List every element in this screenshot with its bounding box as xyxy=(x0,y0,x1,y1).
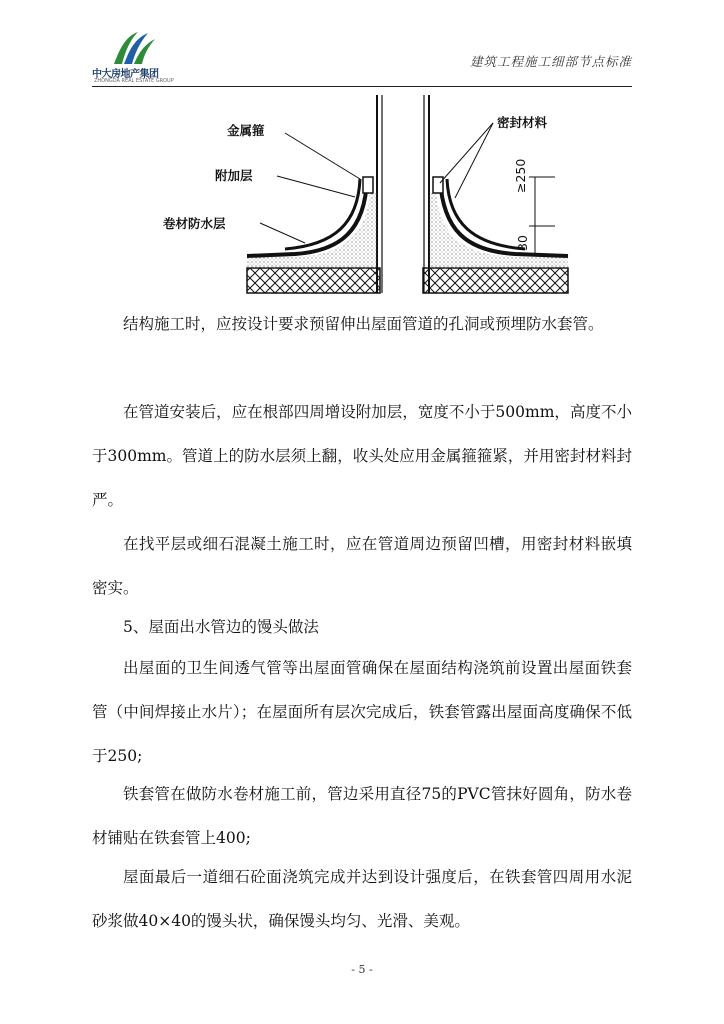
page-number: - 5 - xyxy=(351,963,373,976)
page-header xyxy=(92,30,632,88)
dimension-250: ≥250 xyxy=(513,158,528,193)
header-divider xyxy=(92,86,632,87)
label-additional-layer: 附加层 xyxy=(215,168,253,183)
label-metal-hoop: 金属箍 xyxy=(227,123,265,138)
paragraph-4: 出屋面的卫生间透气管等出屋面管确保在屋面结构浇筑前设置出屋面铁套管（中间焊接止水片）；在屋面所有层次完成后，铁套管露出屋面高度确保不低于250; xyxy=(92,659,632,765)
document-title: 建筑工程施工细部节点标准 xyxy=(469,54,632,69)
label-membrane-layer: 卷材防水层 xyxy=(163,216,226,231)
paragraph-3: 在找平层或细石混凝土施工时，应在管道周边预留凹槽，用密封材料嵌填密实。 xyxy=(92,535,632,597)
logo-mark-icon xyxy=(108,30,158,66)
logo-english-name: ZHONGDA REAL ESTATE GROUP xyxy=(94,78,174,84)
paragraph-1: 结构施工时，应按设计要求预留伸出屋面管道的孔洞或预埋防水套管。 xyxy=(123,315,604,333)
pipe-flashing-diagram xyxy=(155,93,575,298)
paragraph-2: 在管道安装后，应在根部四周增设附加层，宽度不小于500mm，高度不小于300mm。管道上的防水层须上翻，收头处应用金属箍箍紧，并用密封材料封严。 xyxy=(92,403,632,509)
dimension-30: 30 xyxy=(515,235,530,251)
company-logo xyxy=(92,30,172,86)
paragraph-5: 铁套管在做防水卷材施工前，管边采用直径75的PVC管抹好圆角，防水卷材铺贴在铁套管上400; xyxy=(92,785,632,847)
logo-chinese-name: 中大房地产集团 xyxy=(92,69,159,80)
label-sealant: 密封材料 xyxy=(497,115,548,130)
section-heading: 5、屋面出水管边的馒头做法 xyxy=(123,618,319,636)
paragraph-6: 屋面最后一道细石砼面浇筑完成并达到设计强度后，在铁套管四周用水泥砂浆做40×40的馒头状，确保馒头均匀、光滑、美观。 xyxy=(92,868,632,930)
